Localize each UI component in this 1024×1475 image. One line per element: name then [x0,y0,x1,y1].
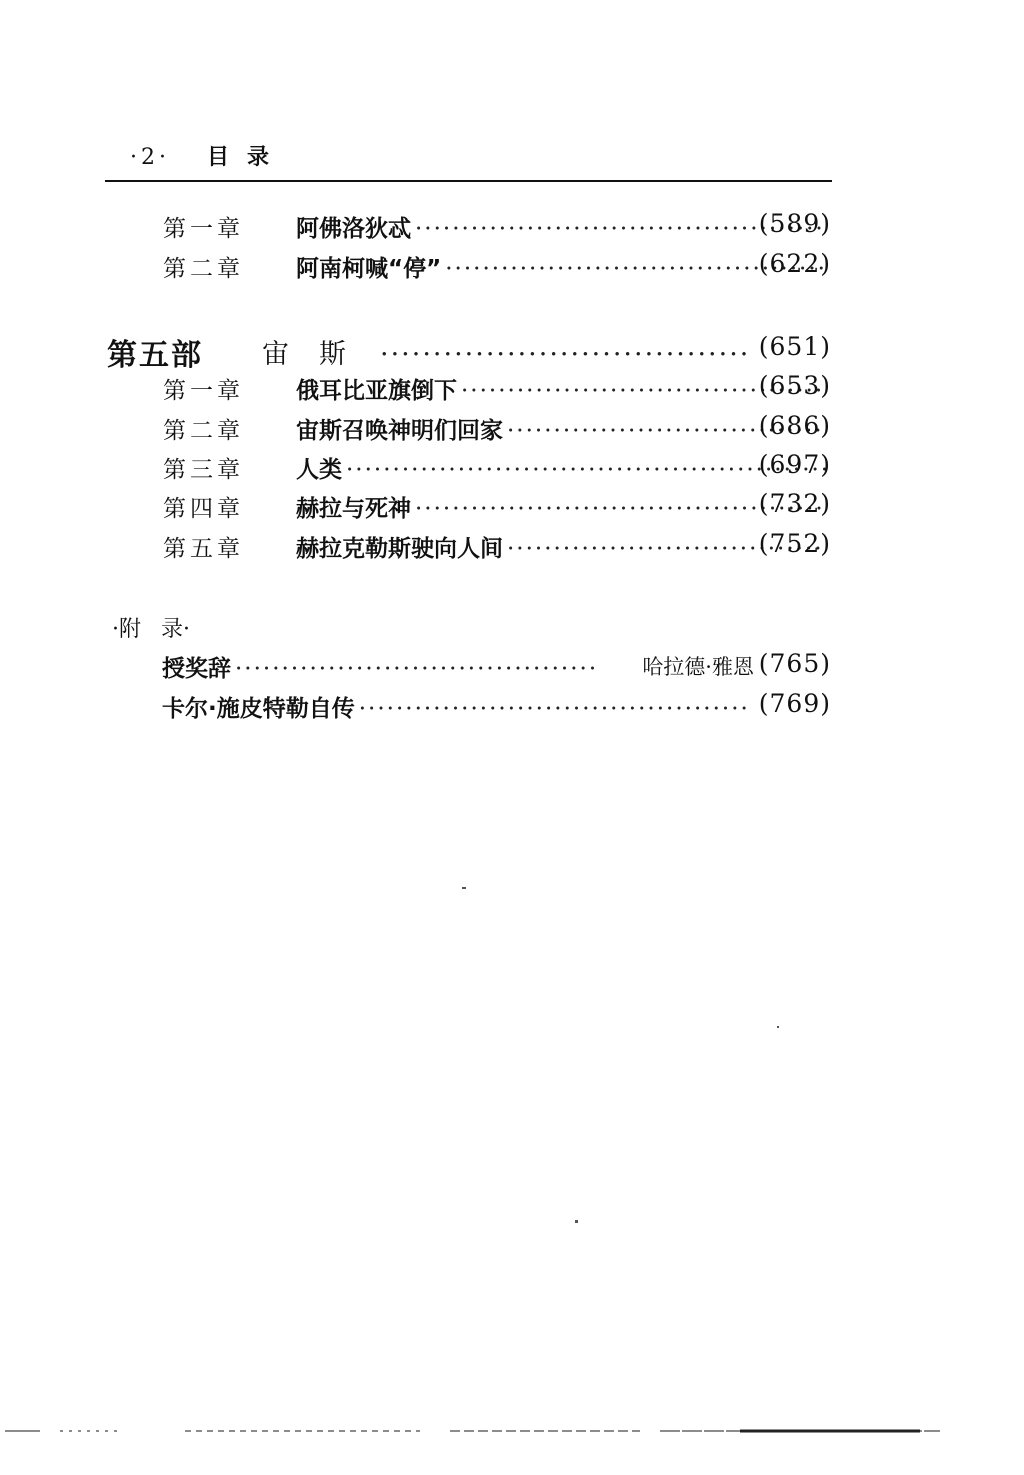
entry-line [296,372,831,405]
appendix-title: 卡尔·施皮特勒自传 [162,696,355,722]
chapter-title: 赫拉克勒斯驶向人间 [296,536,503,562]
entry-line [162,690,754,723]
scan-speck [777,1026,779,1028]
page-ref: (651) [758,332,831,361]
appendix-title: 授奖辞 [162,656,231,682]
page-ref: (732) [758,489,831,518]
appendix-label-right: 录· [161,617,190,642]
scan-speck [462,887,466,889]
header-rule [105,180,832,182]
page-header [130,140,287,171]
appendix-heading [112,612,190,643]
entry-line [296,412,831,445]
chapter-title: 俄耳比亚旗倒下 [296,378,457,404]
dot-leader [346,457,827,483]
page-ref: (765) [758,649,831,678]
chapter-title: 阿南柯喊“停” [296,256,442,282]
entry-line [296,451,831,484]
entry-line [162,650,604,683]
chapter-number: 第四章 [163,496,244,522]
entry-line [296,490,831,523]
page-ref: (622) [758,249,831,278]
page-title [207,145,287,170]
part-title: 宙斯 [262,339,376,370]
entry-line [296,250,831,283]
chapter-number: 第五章 [163,536,244,562]
entry-line [296,530,831,563]
page-ref: (697) [758,450,831,479]
chapter-title: 赫拉与死神 [296,496,411,522]
dot-leader [359,696,750,722]
chapter-title: 阿佛洛狄忒 [296,216,411,242]
chapter-number: 第一章 [163,378,244,404]
part-line [262,332,754,371]
chapter-number: 第三章 [163,457,244,483]
page-ref: (589) [758,209,831,238]
scan-speck [575,1220,578,1223]
page-ref: (769) [758,689,831,718]
page-ref: (653) [758,371,831,400]
chapter-number: 第二章 [163,418,244,444]
page-title-char: 录 [247,145,270,170]
chapter-number: 第一章 [163,216,244,242]
dot-leader [235,656,600,682]
chapter-number: 第二章 [163,256,244,282]
appendix-label-left: ·附 [112,617,141,642]
chapter-title: 宙斯召唤神明们回家 [296,418,503,444]
part-number: 第五部 [107,338,203,373]
scan-edge-noise [0,1428,1024,1434]
page-title-char: 目 [206,145,229,170]
appendix-author: 哈拉德·雅恩 [642,655,754,679]
page-ref: (752) [758,529,831,558]
chapter-title: 人类 [296,457,342,483]
page-ref: (686) [758,411,831,440]
dot-leader [380,339,750,370]
entry-line [296,210,831,243]
page-number: ·2· [130,145,170,170]
